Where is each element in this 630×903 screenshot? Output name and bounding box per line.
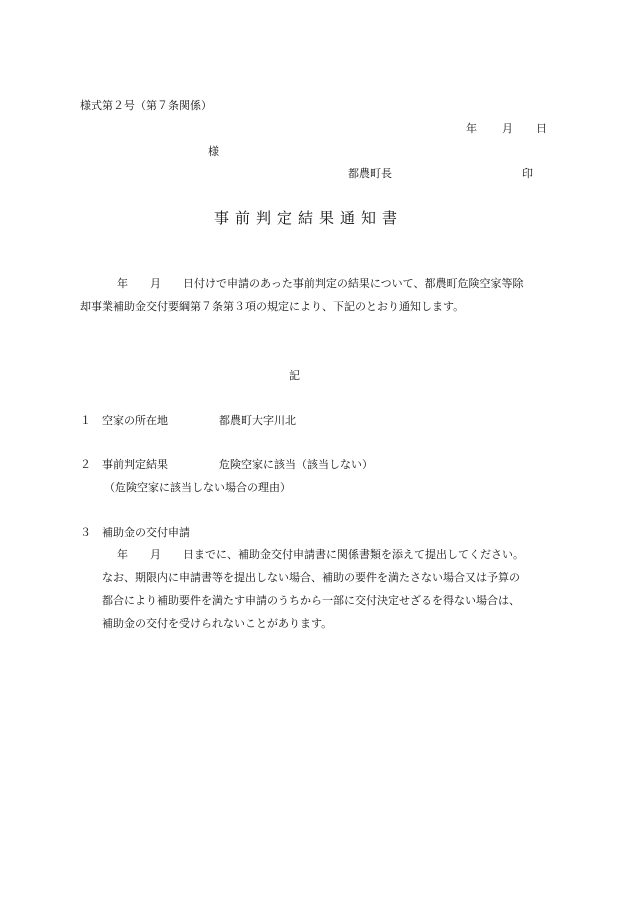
form-number: 様式第２号（第７条関係） bbox=[80, 99, 212, 112]
item-year: 年 bbox=[117, 548, 128, 561]
item-value: 都農町大字川北 bbox=[219, 414, 296, 427]
document-title: 事前判定結果通知書 bbox=[214, 209, 404, 227]
item-sub-note: （危険空家に該当しない場合の理由） bbox=[104, 481, 291, 494]
item-number: １ bbox=[80, 414, 91, 427]
item-label: 事前判定結果 bbox=[102, 458, 168, 471]
date-month: 月 bbox=[502, 122, 513, 135]
issuer: 都農町長 bbox=[348, 167, 392, 180]
date-day: 日 bbox=[536, 122, 547, 135]
item-text-line2: なお、期限内に申請書等を提出しない場合、補助の要件を満たさない場合又は予算の bbox=[102, 571, 520, 584]
item-value: 危険空家に該当（該当しない） bbox=[219, 458, 373, 471]
item-number: ２ bbox=[80, 458, 91, 471]
intro-month: 月 bbox=[150, 277, 161, 290]
item-text-line4: 補助金の交付を受けられないことがあります。 bbox=[102, 617, 333, 630]
item-label: 補助金の交付申請 bbox=[102, 526, 190, 539]
item-number: ３ bbox=[80, 526, 91, 539]
ki-heading: 記 bbox=[289, 369, 300, 382]
seal-mark: 印 bbox=[522, 167, 533, 180]
intro-text-line2: 却事業補助金交付要綱第７条第３項の規定により、下記のとおり通知します。 bbox=[80, 300, 465, 313]
intro-year: 年 bbox=[117, 277, 128, 290]
addressee-suffix: 様 bbox=[208, 145, 219, 158]
date-year: 年 bbox=[466, 122, 477, 135]
item-month: 月 bbox=[150, 548, 161, 561]
item-label: 空家の所在地 bbox=[102, 414, 168, 427]
item-text-line3: 都合により補助要件を満たす申請のうちから一部に交付決定せざるを得ない場合は、 bbox=[102, 594, 520, 607]
intro-text-line1: 日付けで申請のあった事前判定の結果について、都農町危険空家等除 bbox=[183, 277, 524, 290]
item-text-line1: 日までに、補助金交付申請書に関係書類を添えて提出してください。 bbox=[183, 548, 524, 561]
